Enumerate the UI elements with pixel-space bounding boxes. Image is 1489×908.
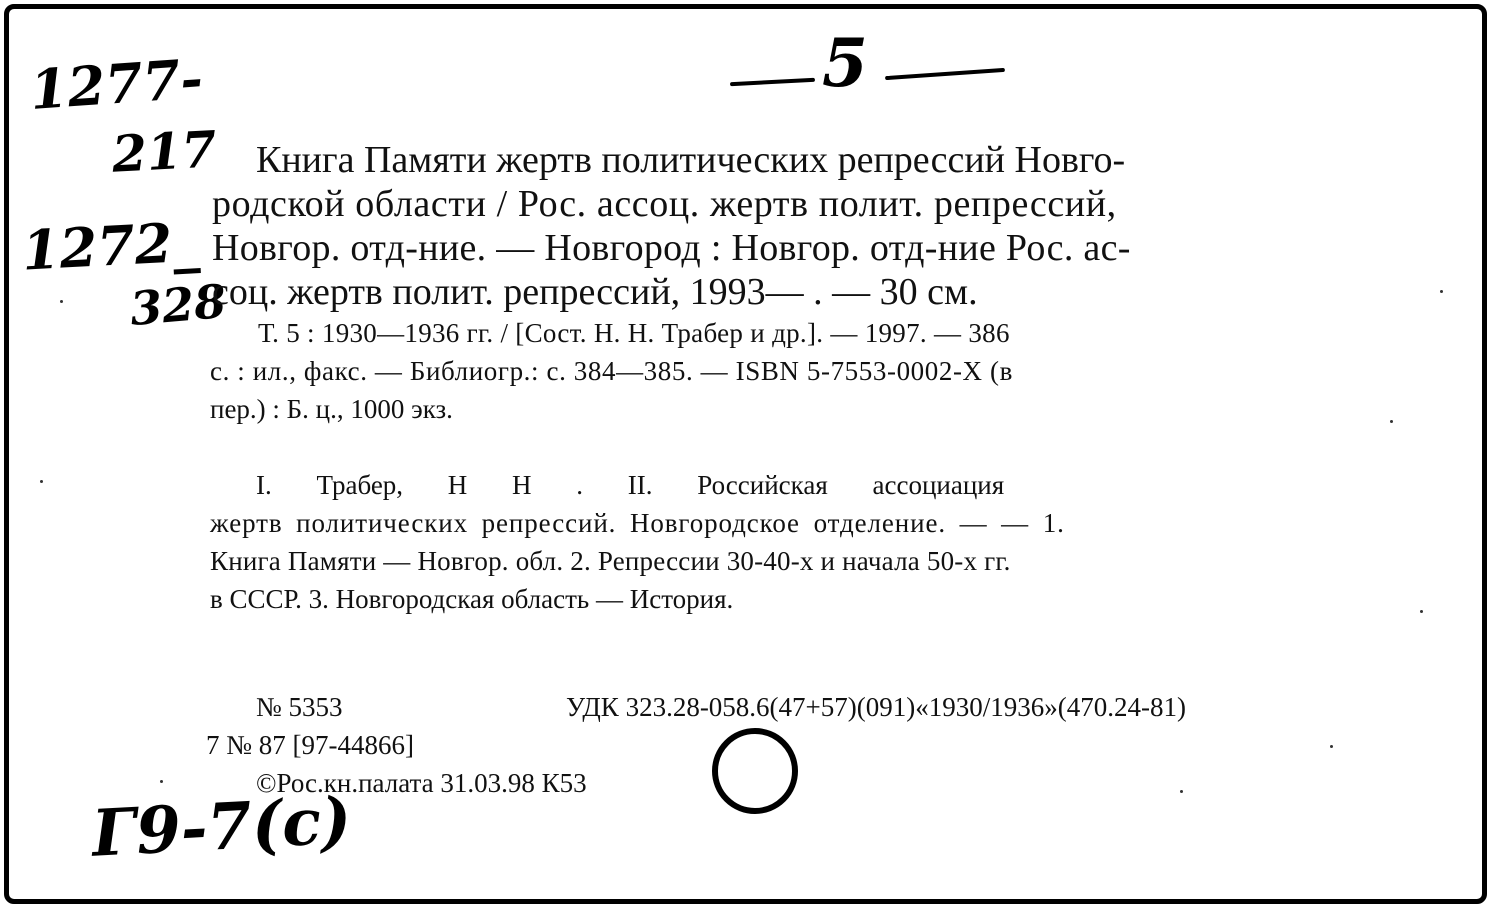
tracing-line-4: в СССР. 3. Новгородская область — История. bbox=[210, 584, 734, 614]
description-text-1: Книга Памяти жертв политических репрессий Новго- bbox=[256, 139, 1126, 181]
description-line-2: родской области / Рос. ассоц. жертв полит. репрессий, bbox=[212, 183, 1117, 225]
scan-speck bbox=[160, 780, 163, 783]
udk-classification: УДК 323.28-058.6(47+57)(091)«1930/1936»(470.24-81) bbox=[566, 692, 1186, 722]
description-line-1 bbox=[256, 138, 1352, 182]
imprint-line-2: 7 № 87 [97-44866] bbox=[206, 730, 414, 760]
scan-speck bbox=[1420, 610, 1423, 613]
volume-line-3: пер.) : Б. ц., 1000 экз. bbox=[210, 394, 453, 424]
tracing-line-1: I. Трабер, Н Н . II. Российская ассоциация bbox=[256, 470, 1005, 500]
record-number: № 5353 bbox=[256, 692, 343, 722]
handwritten-page-number: 5 bbox=[822, 24, 868, 102]
tracing-line-2: жертв политических репрессий. Новгородское отделение. — — 1. bbox=[210, 508, 1065, 538]
handwritten-shelf-mark-2-sub: 328 bbox=[127, 273, 229, 337]
description-line-3: Новгор. отд-ние. — Новгород : Новгор. отд-ние Рос. ас- bbox=[212, 227, 1131, 269]
tracing-line-3: Книга Памяти — Новгор. обл. 2. Репрессии 30-40-х и начала 50-х гг. bbox=[210, 546, 1011, 576]
scan-speck bbox=[1330, 745, 1333, 748]
volume-line-1: Т. 5 : 1930—1936 гг. / [Сост. Н. Н. Трабер и др.]. — 1997. — 386 bbox=[258, 318, 1010, 348]
scan-speck bbox=[1180, 790, 1183, 793]
handwritten-call-mark: Г9-7(с) bbox=[90, 783, 354, 872]
handwritten-shelf-mark-1-sub: 217 bbox=[110, 119, 218, 184]
imprint-line-3: ©Рос.кн.палата 31.03.98 К53 bbox=[256, 768, 587, 798]
volume-line-2: с. : ил., факс. — Библиогр.: с. 384—385. — ISBN 5-7553-0002-X (в bbox=[210, 356, 1013, 386]
handwritten-shelf-mark-1: 1277- bbox=[27, 46, 205, 122]
description-line-4: соц. жертв полит. репрессий, 1993— . — 30 см. bbox=[212, 271, 978, 313]
scan-speck bbox=[60, 300, 63, 303]
card-punch-hole bbox=[712, 728, 798, 814]
scan-speck bbox=[1440, 290, 1443, 293]
handwritten-shelf-mark-2: 1272_ bbox=[20, 209, 201, 283]
scan-speck bbox=[1390, 420, 1393, 423]
scan-speck bbox=[40, 480, 43, 483]
